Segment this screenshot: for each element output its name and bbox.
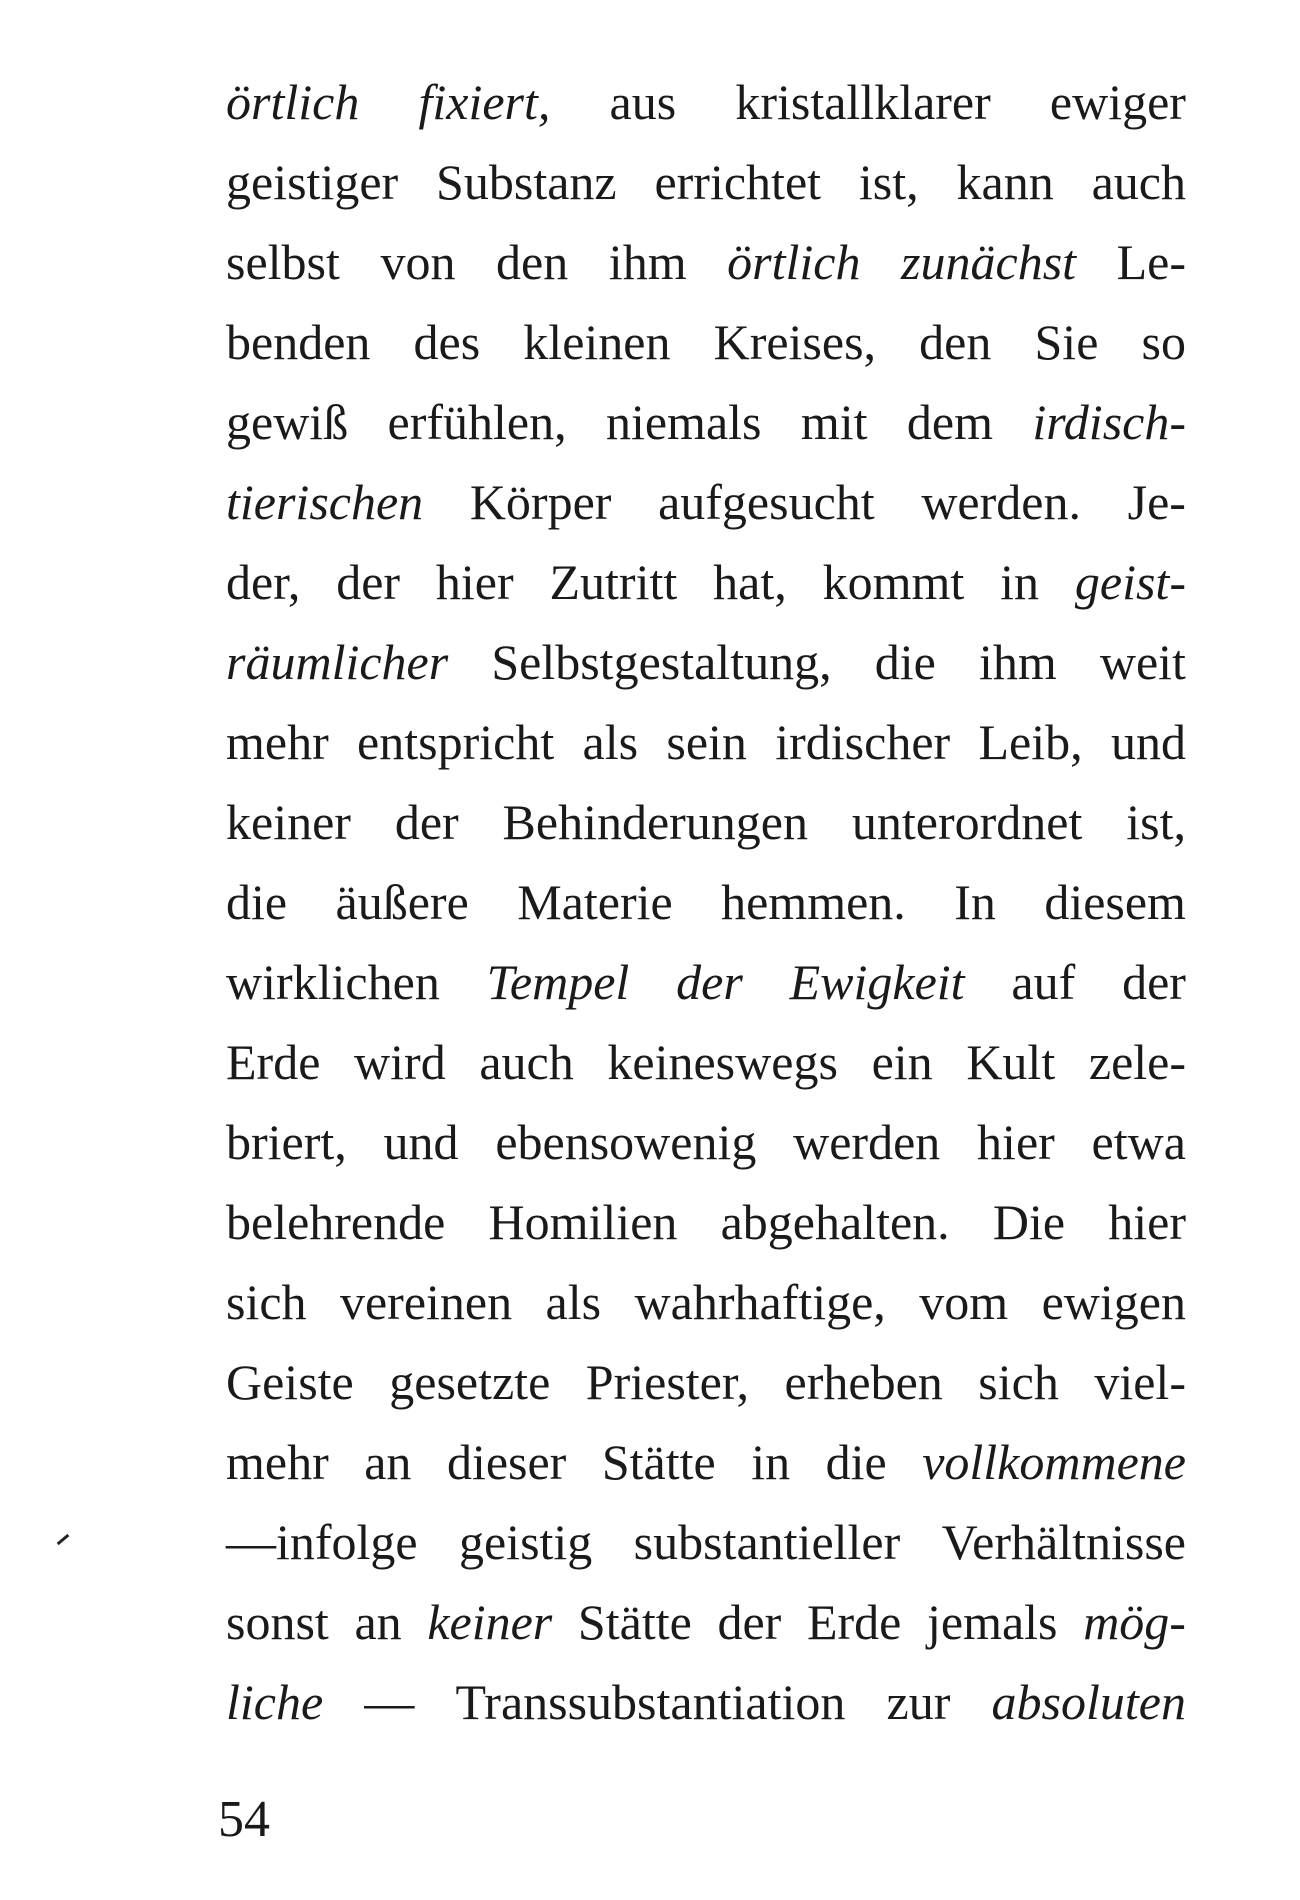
text-line xyxy=(226,1102,1186,1182)
word: Homilien xyxy=(488,1194,678,1250)
text-line xyxy=(226,942,1186,1022)
word: die xyxy=(825,1434,887,1490)
word: Die xyxy=(992,1194,1066,1250)
word: keineswegs xyxy=(607,1034,838,1090)
word: Selbstgestaltung, xyxy=(491,634,832,690)
italic-word: der xyxy=(676,954,743,1010)
italic-word: örtlich xyxy=(727,234,861,290)
text-line xyxy=(226,142,1186,222)
word: ein xyxy=(871,1034,933,1090)
text-line xyxy=(226,62,1186,142)
word: geistig xyxy=(458,1514,593,1570)
word: Je- xyxy=(1127,474,1186,530)
word: substantieller xyxy=(633,1514,901,1570)
word: benden xyxy=(226,314,371,370)
word: Leib, xyxy=(978,714,1083,770)
word: die xyxy=(226,874,288,930)
word: ihm xyxy=(978,634,1057,690)
word: Geiste xyxy=(226,1354,354,1410)
text-line xyxy=(226,622,1186,702)
word: hier xyxy=(977,1114,1055,1170)
word: irdischer xyxy=(775,714,951,770)
word: viel- xyxy=(1094,1354,1186,1410)
word: diesem xyxy=(1044,874,1186,930)
word: abgehalten. xyxy=(720,1194,950,1250)
word: selbst xyxy=(226,234,340,290)
word: niemals xyxy=(605,394,762,450)
word: wird xyxy=(354,1034,446,1090)
text-line xyxy=(226,462,1186,542)
word: mit xyxy=(800,394,868,450)
text-line xyxy=(226,302,1186,382)
word: entspricht xyxy=(357,714,555,770)
word: hat, xyxy=(713,554,787,610)
word: errichtet xyxy=(654,154,822,210)
text-line xyxy=(226,1182,1186,1262)
word: auf xyxy=(1011,954,1076,1010)
word: Verhältnisse xyxy=(941,1514,1186,1570)
word: von xyxy=(380,234,456,290)
word: ihm xyxy=(608,234,687,290)
word: mehr xyxy=(226,1434,329,1490)
margin-mark xyxy=(57,1534,70,1545)
italic-word: Tempel xyxy=(486,954,630,1010)
word: als xyxy=(545,1274,602,1330)
page-number: 54 xyxy=(218,1791,270,1848)
text-line xyxy=(226,222,1186,302)
body-text xyxy=(226,62,1186,1742)
italic-word: keiner xyxy=(427,1594,553,1650)
italic-word: tierischen xyxy=(226,474,424,530)
word: kommt xyxy=(822,554,965,610)
text-line xyxy=(226,1262,1186,1342)
word: Transsubstantiation xyxy=(455,1674,846,1730)
word: wirklichen xyxy=(226,954,440,1010)
word: der xyxy=(336,554,401,610)
italic-word: absoluten xyxy=(991,1674,1186,1730)
word: dem xyxy=(906,394,993,450)
italic-word: zunächst xyxy=(901,234,1077,290)
word: an xyxy=(364,1434,412,1490)
text-line xyxy=(226,702,1186,782)
word: in xyxy=(751,1434,791,1490)
word: kleinen xyxy=(523,314,671,370)
word: der xyxy=(717,1594,782,1650)
word: erfühlen, xyxy=(387,394,567,450)
text-line xyxy=(226,782,1186,862)
word: sich xyxy=(978,1354,1059,1410)
word: Stätte xyxy=(601,1434,716,1490)
word: mehr xyxy=(226,714,329,770)
word: als xyxy=(582,714,639,770)
italic-word: örtlich xyxy=(226,74,360,130)
word: In xyxy=(954,874,996,930)
word: in xyxy=(1000,554,1040,610)
word: gesetzte xyxy=(389,1354,551,1410)
word: an xyxy=(354,1594,402,1650)
italic-word: liche xyxy=(226,1674,324,1730)
word: vereinen xyxy=(339,1274,513,1330)
word: weit xyxy=(1099,634,1186,690)
word: der xyxy=(394,794,459,850)
word: ist, xyxy=(1126,794,1186,850)
italic-word: fixiert, xyxy=(418,74,551,130)
word: —infolge xyxy=(226,1514,418,1570)
text-line xyxy=(226,1502,1186,1582)
word: aufgesucht xyxy=(658,474,875,530)
italic-word: irdisch- xyxy=(1032,394,1186,450)
word: briert, xyxy=(226,1114,347,1170)
word: der xyxy=(1122,954,1186,1010)
word: geistiger xyxy=(226,154,399,210)
word: Sie xyxy=(1034,314,1099,370)
word: erheben xyxy=(784,1354,943,1410)
word: ewiger xyxy=(1049,74,1186,130)
word: vom xyxy=(919,1274,1009,1330)
word: zur xyxy=(886,1674,951,1730)
word: und xyxy=(383,1114,459,1170)
word: Zutritt xyxy=(549,554,678,610)
italic-word: mög- xyxy=(1083,1594,1186,1650)
word: — xyxy=(364,1674,415,1730)
word: Kreises, xyxy=(713,314,877,370)
word: hier xyxy=(435,554,514,610)
word: Körper xyxy=(469,474,612,530)
italic-word: räumlicher xyxy=(226,634,449,690)
text-line xyxy=(226,1422,1186,1502)
word: Kult xyxy=(966,1034,1056,1090)
word: jemals xyxy=(927,1594,1058,1650)
word: auch xyxy=(479,1034,574,1090)
word: so xyxy=(1141,314,1186,370)
italic-word: Ewigkeit xyxy=(789,954,965,1010)
word: werden xyxy=(793,1114,941,1170)
word: äußere xyxy=(335,874,469,930)
word: hemmen. xyxy=(721,874,906,930)
word: hier xyxy=(1108,1194,1186,1250)
word: Erde xyxy=(806,1594,902,1650)
word: ebensowenig xyxy=(495,1114,757,1170)
word: sich xyxy=(226,1274,307,1330)
word: werden. xyxy=(921,474,1081,530)
word: des xyxy=(413,314,481,370)
word: Behinderungen xyxy=(502,794,808,850)
word: und xyxy=(1110,714,1186,770)
word: ewigen xyxy=(1041,1274,1186,1330)
word: den xyxy=(496,234,569,290)
word: die xyxy=(874,634,936,690)
text-line xyxy=(226,862,1186,942)
word: Erde xyxy=(226,1034,321,1090)
word: keiner xyxy=(226,794,351,850)
word: sonst xyxy=(226,1594,329,1650)
word: den xyxy=(919,314,992,370)
italic-word: vollkommene xyxy=(922,1434,1186,1490)
word: auch xyxy=(1091,154,1186,210)
word: Substanz xyxy=(436,154,617,210)
text-line xyxy=(226,542,1186,622)
word: dieser xyxy=(446,1434,567,1490)
word: etwa xyxy=(1091,1114,1186,1170)
word: gewiß xyxy=(226,394,349,450)
word: wahrhaftige, xyxy=(634,1274,886,1330)
word: ist, xyxy=(858,154,919,210)
word: Materie xyxy=(517,874,673,930)
word: der, xyxy=(226,554,301,610)
italic-word: geist- xyxy=(1074,554,1186,610)
text-line xyxy=(226,1022,1186,1102)
word: kristallklarer xyxy=(735,74,991,130)
word: aus xyxy=(609,74,677,130)
word: Priester, xyxy=(585,1354,750,1410)
word: belehrende xyxy=(226,1194,446,1250)
word: zele- xyxy=(1088,1034,1186,1090)
word: sein xyxy=(666,714,747,770)
text-line xyxy=(226,1582,1186,1662)
text-line xyxy=(226,1342,1186,1422)
word: unterordnet xyxy=(851,794,1083,850)
word: kann xyxy=(956,154,1054,210)
text-line xyxy=(226,1662,1186,1742)
word: Stätte xyxy=(577,1594,692,1650)
word: Le- xyxy=(1116,234,1186,290)
text-line xyxy=(226,382,1186,462)
